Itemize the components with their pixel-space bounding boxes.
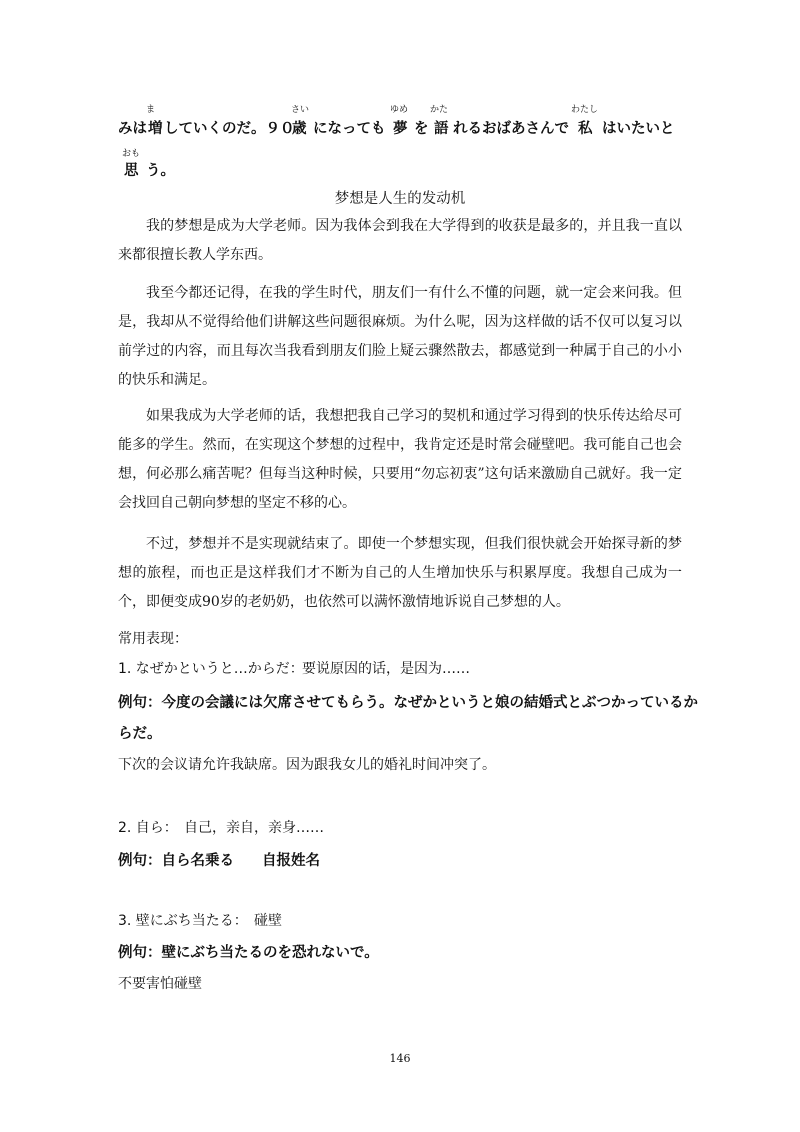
expr3-meaning: 碰壁 xyxy=(254,913,282,929)
paragraph-4: 不过，梦想并不是实现就结束了。即使一个梦想实现，但我们很快就会开始探寻新的梦想的旅程，而也正是这样我们才不断为自己的人生增加快乐与积累厚度。我想自己成为一个，即便变成90岁的老奶奶，也依然可以满怀激情地诉说自己梦想的人。 xyxy=(118,536,682,610)
expr2-example: 例句：自ら名乗る xyxy=(118,853,234,869)
top-line-seg11: はいたいと xyxy=(602,121,675,137)
top-line-seg8: 語 xyxy=(434,121,449,137)
second-line-seg1: 思 xyxy=(124,163,139,179)
top-line-seg2: 増 xyxy=(148,121,163,137)
top-line-seg4: 歳 xyxy=(292,121,307,137)
expr1-example-line2: らだ。 xyxy=(118,726,162,742)
ruby-omo: おも xyxy=(122,149,141,159)
expr3-example: 例句：壁にぶち当たるのを恐れないで。 xyxy=(118,945,379,961)
expr3-translation: 不要害怕碰壁 xyxy=(118,976,202,992)
expr1-meaning: 要说原因的话，是因为…… xyxy=(302,661,470,677)
top-line-seg3: していくのだ。９０ xyxy=(164,121,295,137)
expr2-meaning: 自己，亲自，亲身…… xyxy=(184,820,324,836)
top-line-seg9: れるおばあさんで xyxy=(453,121,569,137)
essay-title: 梦想是人生的发动机 xyxy=(334,191,466,207)
top-line-seg10: 私 xyxy=(578,121,593,137)
top-line-seg7: を xyxy=(414,121,429,137)
expr2-phrase: 2. 自ら： xyxy=(118,820,178,836)
ruby-watashi: わたし xyxy=(571,105,599,115)
top-line-seg5: になっても xyxy=(313,121,386,137)
expr1-example-line1: 例句：今度の会議には欠席させてもらう。なぜかというと娘の結婚式とぶつかっているか xyxy=(118,695,698,711)
ruby-ma: ま xyxy=(146,105,156,115)
expr3-phrase: 3. 壁にぶち当たる： xyxy=(118,913,248,929)
expr1-translation: 下次的会议请允许我缺席。因为跟我女儿的婚礼时间冲突了。 xyxy=(118,757,496,773)
paragraph-1: 我的梦想是成为大学老师。因为我体会到我在大学得到的收获是最多的，并且我一直以来都很擅长教人学东西。 xyxy=(118,218,682,263)
expressions-heading: 常用表现： xyxy=(118,631,188,647)
paragraph-3: 如果我成为大学老师的话，我想把我自己学习的契机和通过学习得到的快乐传达给尽可能多的学生。然而，在实现这个梦想的过程中，我肯定还是时常会碰壁吧。我可能自己也会想，何必那么痛苦呢？但每当这种时候，只要用“勿忘初衷”这句话来激励自己就好。我一定会找回自己朝向梦想的坚定不移的心。 xyxy=(118,408,682,511)
ruby-sai: さい xyxy=(291,105,310,115)
paragraph-2: 我至今都还记得，在我的学生时代，朋友们一有什么不懂的问题，就一定会来问我。但是，我却从不觉得给他们讲解这些问题很麻烦。为什么呢，因为这样做的话不仅可以复习以前学过的内容，而且每次当我看到朋友们脸上疑云骤然散去，都感觉到一种属于自己的小小的快乐和满足。 xyxy=(118,285,682,388)
top-line-seg1: みは xyxy=(118,121,147,137)
ruby-yume: ゆめ xyxy=(390,105,409,115)
expr2-translation: 自报姓名 xyxy=(262,853,320,869)
page-number: 146 xyxy=(389,1052,411,1065)
second-line-seg2: う。 xyxy=(146,163,175,179)
ruby-kata: かた xyxy=(430,105,449,115)
top-line-seg6: 夢 xyxy=(393,121,408,137)
expr1-phrase: 1. なぜかというと…からだ： xyxy=(118,661,304,677)
